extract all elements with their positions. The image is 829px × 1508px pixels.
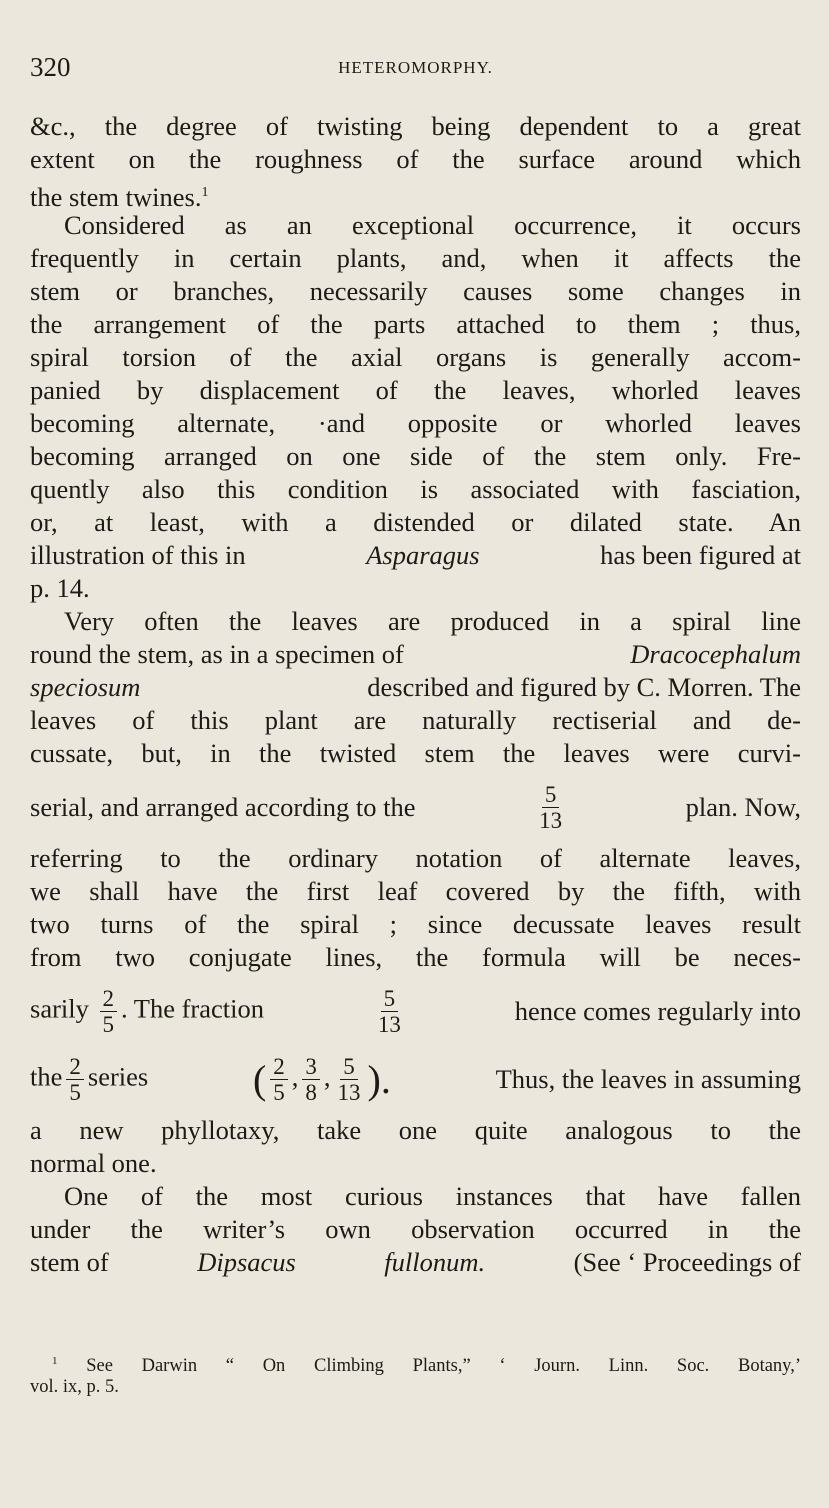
text-span: stem of <box>30 1247 109 1277</box>
open-parenthesis: ( <box>252 1056 267 1102</box>
text-span: serial, and arranged according to the <box>30 791 416 822</box>
text-span: described and figured by C. Morren. The <box>367 672 801 702</box>
footnote-continuation: vol. ix, p. 5. <box>30 1377 119 1397</box>
text-line: we shall have the first leaf covered by the fifth, with <box>30 876 801 906</box>
close-parenthesis: ). <box>367 1056 391 1102</box>
text-span: the stem twines. <box>30 181 202 212</box>
text-line: p. 14. <box>30 573 90 603</box>
fraction-numerator: 3 <box>302 1054 320 1080</box>
fraction-numerator: 5 <box>340 1054 358 1080</box>
text-line: quently also this condition is associated with fasciation, <box>30 474 801 504</box>
text-span: . The fraction <box>121 993 264 1024</box>
footnote-marker: 1 <box>52 1355 58 1367</box>
text-line: spiral torsion of the axial organs is generally accom- <box>30 342 801 372</box>
text-span: sarily <box>30 993 89 1024</box>
text-line: normal one. <box>30 1148 157 1178</box>
text-span: hence comes regularly into <box>514 995 801 1026</box>
footnote-text: See Darwin “ On Climbing Plants,” ‘ Journ. Linn. Soc. Botany,’ <box>86 1356 802 1377</box>
fraction <box>375 986 404 1037</box>
comma: , <box>291 1061 299 1092</box>
fraction-denominator: 5 <box>102 1011 114 1037</box>
text-span: has been figured at <box>600 540 802 570</box>
footnote-reference: 1 <box>201 185 209 200</box>
text-line: or, at least, with a distended or dilated state. An <box>30 507 801 537</box>
fraction-denominator: 13 <box>377 1011 401 1037</box>
text-line <box>30 638 801 671</box>
text-line: referring to the ordinary notation of alternate leaves, <box>30 843 801 873</box>
fraction-line <box>30 980 801 1042</box>
text-line <box>30 1246 801 1279</box>
text-line <box>30 176 801 212</box>
text-span: the <box>30 1061 63 1092</box>
footnote <box>30 1348 802 1377</box>
fraction-denominator: 5 <box>273 1079 285 1105</box>
text-span: round the stem, as in a specimen of <box>30 639 404 669</box>
italic-term: Asparagus <box>366 540 480 570</box>
text-span: illustration of this in <box>30 540 246 570</box>
fraction-numerator: 2 <box>270 1054 288 1080</box>
text-group <box>30 1054 148 1105</box>
page-header <box>30 52 801 88</box>
body-text <box>30 110 801 1279</box>
text-line <box>30 539 801 572</box>
paragraph-start-line: Very often the leaves are produced in a spiral line <box>64 606 801 636</box>
text-line: two turns of the spiral ; since decussate leaves result <box>30 909 801 939</box>
text-line: extent on the roughness of the surface around which <box>30 144 801 174</box>
text-line: stem or branches, necessarily causes some changes in <box>30 276 801 306</box>
paragraph-start-line: Considered as an exceptional occurrence, it occurs <box>64 210 801 240</box>
text-line: &c., the degree of twisting being dependent to a great <box>30 111 801 141</box>
running-head: HETEROMORPHY. <box>338 58 493 77</box>
text-line: frequently in certain plants, and, when it affects the <box>30 243 801 273</box>
fraction-series <box>253 1054 391 1105</box>
text-span: series <box>87 1061 149 1092</box>
text-span: plan. Now, <box>685 791 801 822</box>
page-number: 320 <box>30 52 71 82</box>
text-line: the arrangement of the parts attached to them ; thus, <box>30 309 801 339</box>
fraction <box>66 1054 84 1105</box>
fraction-denominator: 5 <box>69 1079 81 1105</box>
fraction-numerator: 2 <box>66 1054 84 1080</box>
italic-term: speciosum <box>30 672 141 702</box>
fraction-denominator: 8 <box>305 1079 317 1105</box>
fraction <box>302 1054 320 1105</box>
text-span: Thus, the leaves in assuming <box>495 1063 801 1094</box>
fraction <box>270 1054 288 1105</box>
text-line: becoming alternate, ·and opposite or whorled leaves <box>30 408 801 438</box>
footnotes <box>30 1348 801 1400</box>
fraction-numerator: 5 <box>381 986 399 1012</box>
comma: , <box>323 1061 331 1092</box>
text-line <box>30 671 801 704</box>
text-span: (See ‘ Proceedings of <box>573 1247 801 1277</box>
text-line: cussate, but, in the twisted stem the leaves were curvi- <box>30 738 801 768</box>
fraction-numerator: 5 <box>542 782 560 808</box>
text-line: under the writer’s own observation occurred in the <box>30 1214 801 1244</box>
italic-term: Dracocephalum <box>630 639 801 669</box>
fraction <box>335 1054 364 1105</box>
text-line: leaves of this plant are naturally rectiserial and de- <box>30 705 801 735</box>
text-line: panied by displacement of the leaves, whorled leaves <box>30 375 801 405</box>
fraction-denominator: 13 <box>337 1079 361 1105</box>
text-line: a new phyllotaxy, take one quite analogous to the <box>30 1115 801 1145</box>
text-line: from two conjugate lines, the formula will be neces- <box>30 942 801 972</box>
fraction-denominator: 13 <box>539 807 563 833</box>
fraction <box>536 782 565 833</box>
italic-term: Dipsacus fullonum. <box>197 1247 486 1277</box>
fraction-line <box>30 1048 801 1110</box>
fraction-line <box>30 776 801 838</box>
text-group <box>30 986 264 1037</box>
fraction-numerator: 2 <box>100 986 118 1012</box>
paragraph-start-line: One of the most curious instances that have fallen <box>64 1181 801 1211</box>
fraction <box>100 986 118 1037</box>
text-line: becoming arranged on one side of the stem only. Fre- <box>30 441 801 471</box>
